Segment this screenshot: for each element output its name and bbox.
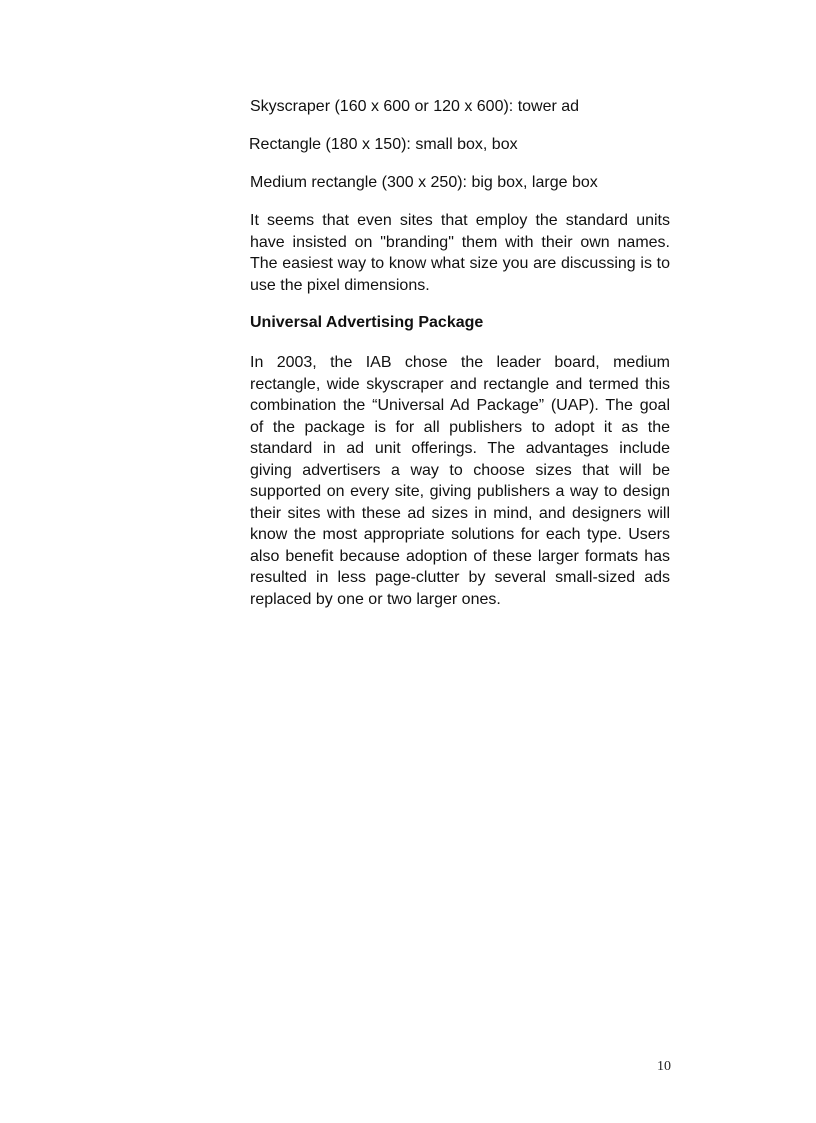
ad-size-rectangle: Rectangle (180 x 150): small box, box (249, 136, 518, 153)
ad-size-medium-rectangle: Medium rectangle (300 x 250): big box, large box (250, 174, 598, 191)
page-number: 10 (657, 1059, 671, 1074)
ad-size-skyscraper: Skyscraper (160 x 600 or 120 x 600): tower ad (250, 98, 580, 115)
intro-paragraph: It seems that even sites that employ the standard units have insisted on "branding" them with their own names. The easiest way to know what size you are discussing is to use the pixel dimensions. (250, 212, 670, 294)
section-paragraph: In 2003, the IAB chose the leader board, medium rectangle, wide skyscraper and rectangle and termed this combination the “Universal Ad Package” (UAP). The goal of the package is for all publishers to adopt it as the standard in ad unit offerings. The advantages include giving advertisers a way to choose sizes that will be supported on every site, giving publishers a way to design their sites with these ad sizes in mind, and designers will know the most appropriate solutions for each type. Users also benefit because adoption of these larger formats has resulted in less page-clutter by several small-sized ads replaced by one or two larger ones. (250, 354, 670, 608)
section-heading: Universal Advertising Package (250, 314, 484, 331)
text-column (250, 96, 670, 624)
